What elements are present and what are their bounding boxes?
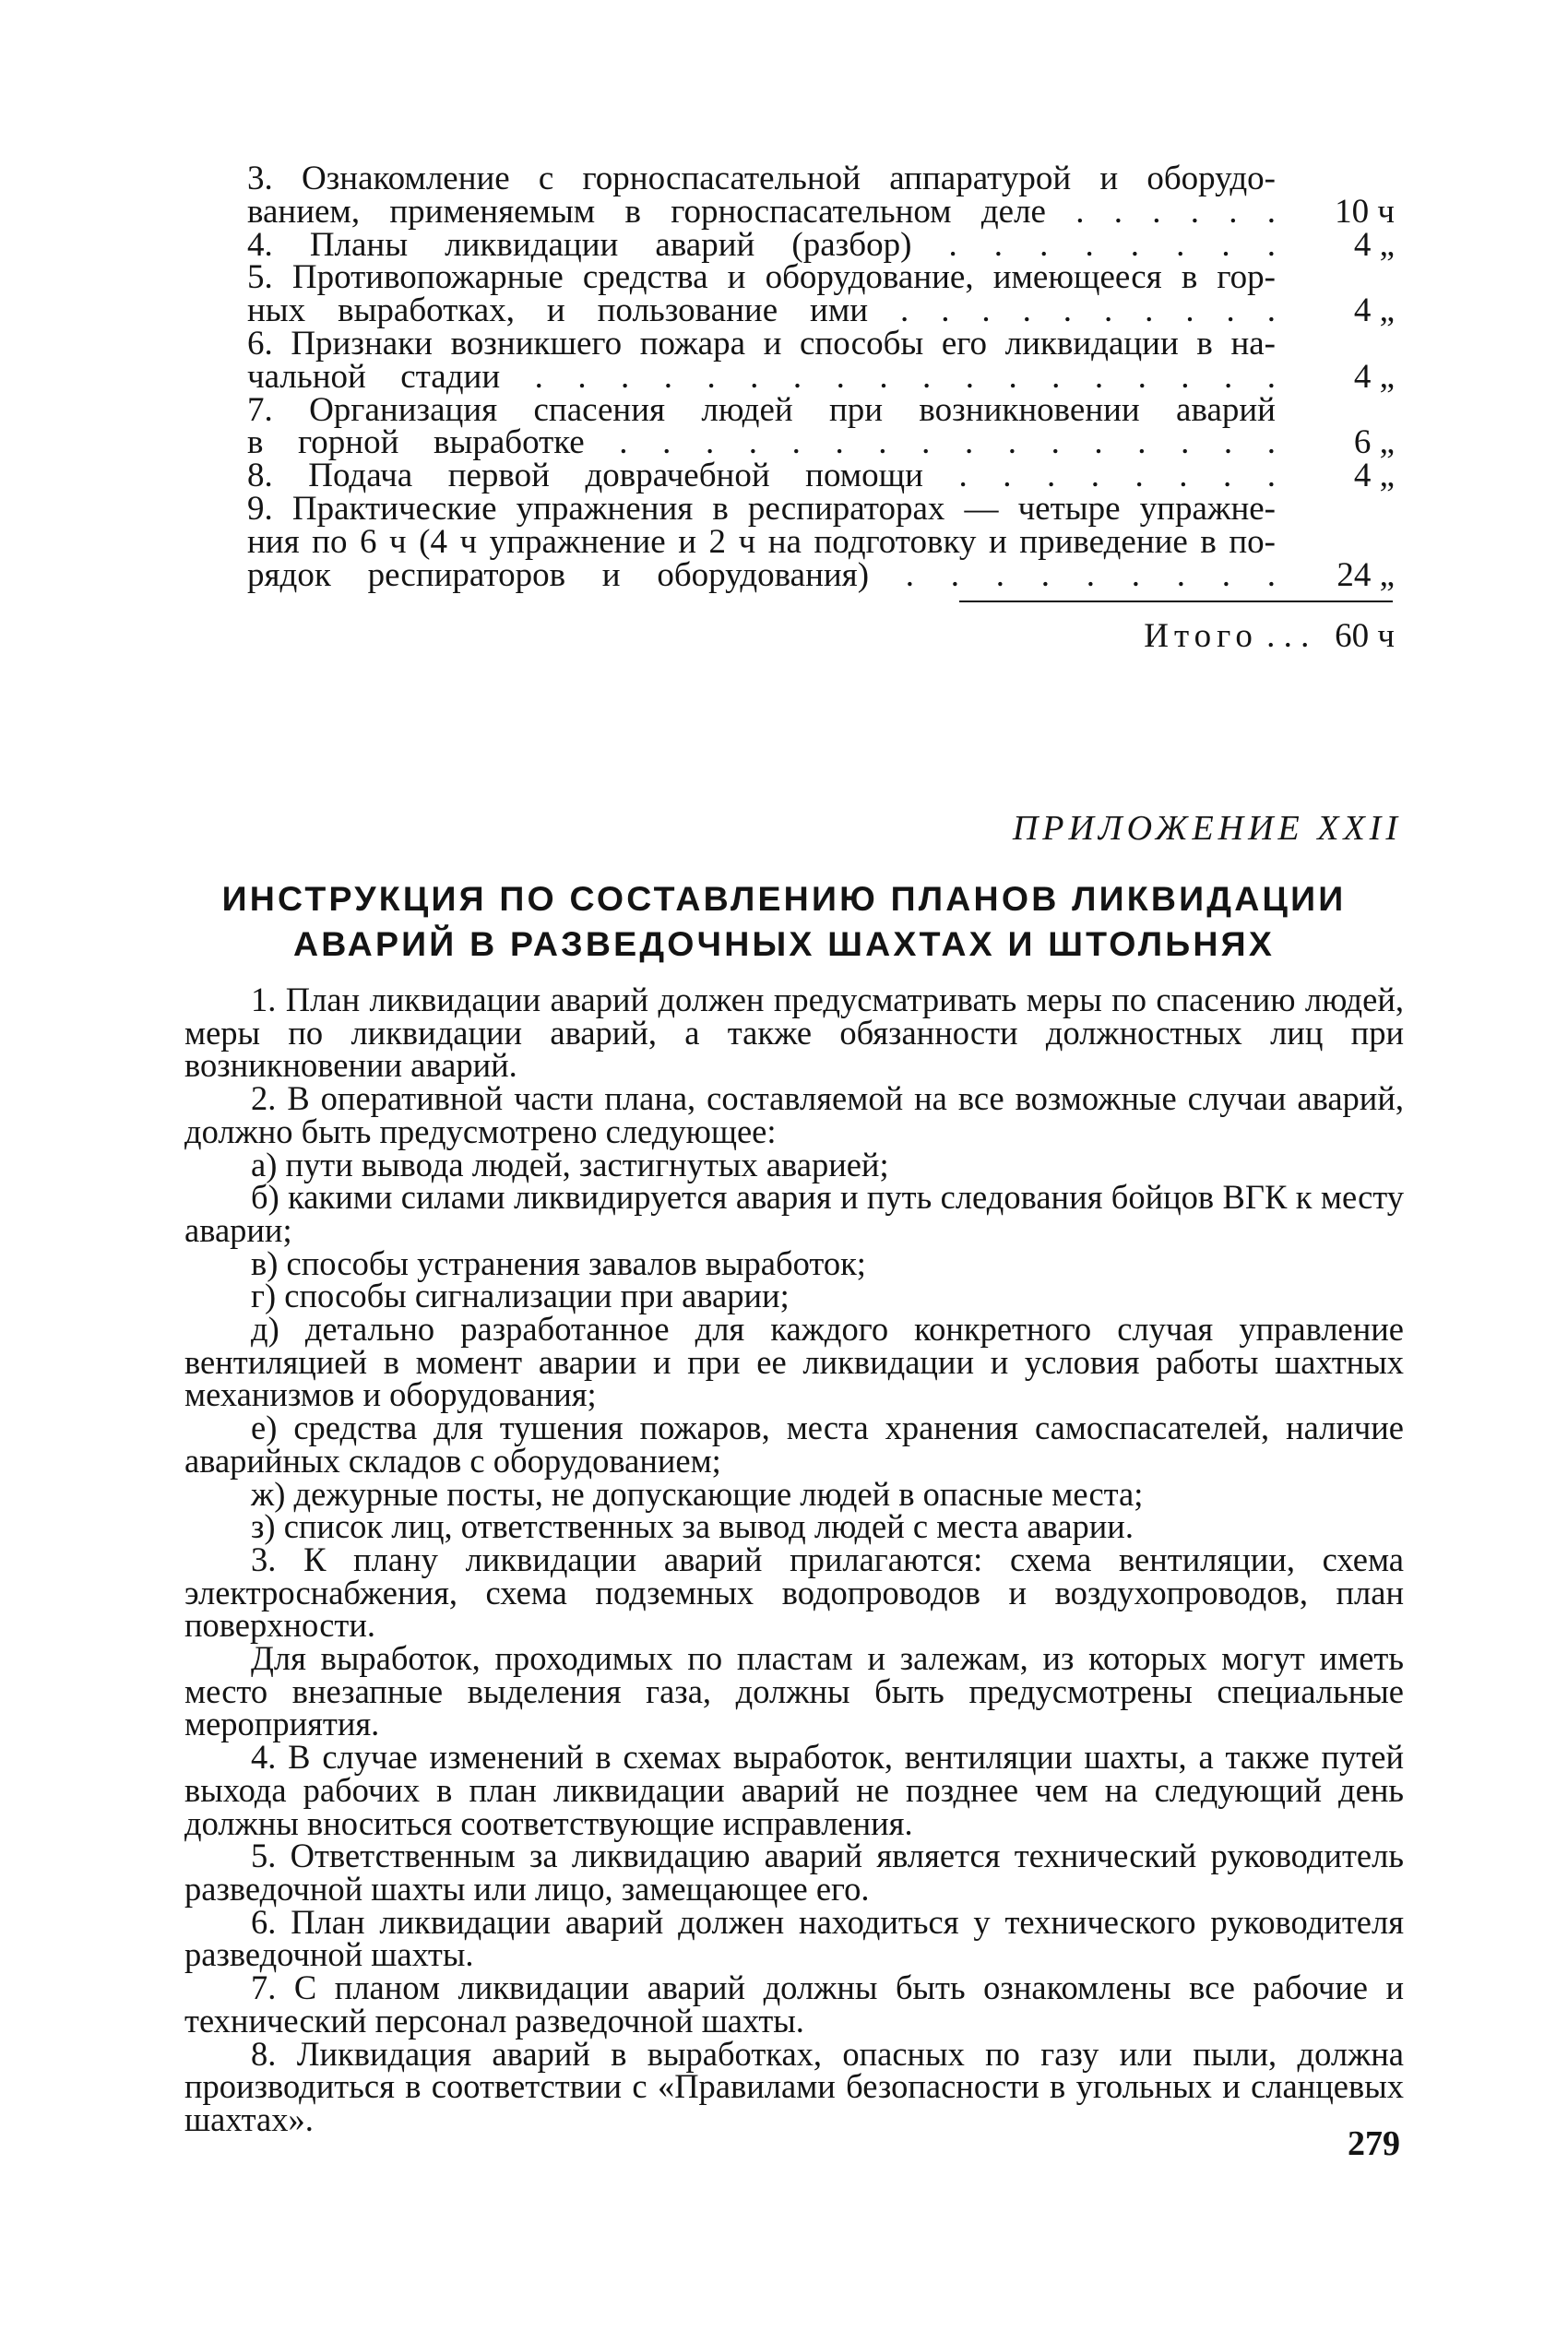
list-item: в) способы устранения завалов выработок; <box>251 1243 866 1282</box>
schedule-row <box>247 324 1395 363</box>
schedule-item-text: ния по 6 ч (4 ч упражнение и 2 ч на подготовку и приведение в по- <box>247 522 1276 561</box>
schedule-row <box>247 459 1395 493</box>
schedule-item-text: 7. Организация спасения людей при возникновении аварий <box>247 390 1276 429</box>
schedule-item-hours: 10 ч <box>1335 192 1395 231</box>
list-item: ж) дежурные посты, не допускающие людей в опасные места; <box>251 1474 1144 1513</box>
list-item: д) детально разработанное для каждого конкретного случая управление вентиляцией в момент аварии и при ее ликвидации и условия работы шахтных механизмов и оборудования; <box>184 1310 1404 1414</box>
schedule-item-text: рядок респираторов и оборудования) . . . . . . . . . <box>247 555 1276 594</box>
schedule-item-hours: 4 „ <box>1353 457 1395 495</box>
paragraph: 2. В оперативной части плана, составляемой на все возможные случаи аварий, должно быть предусмотрено следующее: <box>184 1079 1404 1150</box>
total-label: Итого <box>1144 617 1258 655</box>
appendix-label: ПРИЛОЖЕНИЕ XXII <box>1012 809 1402 848</box>
list-item: з) список лиц, ответственных за вывод людей с места аварии. <box>251 1507 1134 1546</box>
list-item: а) пути вывода людей, застигнутых аварией; <box>251 1145 889 1183</box>
schedule-item-text: 5. Противопожарные средства и оборудование, имеющееся в гор- <box>247 258 1276 297</box>
schedule-row <box>247 162 1395 196</box>
schedule-row <box>247 357 1395 396</box>
total-dots: . . . <box>1266 617 1310 655</box>
paragraph: 5. Ответственным за ликвидацию аварий является технический руководитель разведочной шахты или лицо, замещающее его. <box>184 1837 1404 1908</box>
schedule-item-text: чальной стадии . . . . . . . . . . . . . . . . . . <box>247 357 1276 396</box>
paragraph: 6. План ликвидации аварий должен находиться у технического руководителя разведочной шахты. <box>184 1902 1404 1974</box>
paragraph: 3. К плану ликвидации аварий прилагаются: схема вентиляции, схема электроснабжения, схема подземных водопроводов и воздухопроводов, план поверхности. <box>184 1540 1404 1645</box>
paragraph: 1. План ликвидации аварий должен предусматривать меры по спасению людей, меры по ликвидации аварий, а также обязанности должностных лиц при возникновении аварий. <box>184 981 1404 1085</box>
paragraph: 8. Ликвидация аварий в выработках, опасных по газу или пыли, должна производиться в соответствии с «Правилами безопасности в угольных и сланцевых шахтах». <box>184 2034 1404 2138</box>
schedule-item-text: ных выработках, и пользование ими . . . . . . . . . . <box>247 291 1276 330</box>
schedule-item-hours: 4 „ <box>1353 357 1395 396</box>
schedule-item-text: 6. Признаки возникшего пожара и способы его ликвидации в на- <box>247 324 1276 363</box>
schedule-item-text: 9. Практические упражнения в респираторах — четыре упражне- <box>247 489 1276 528</box>
schedule-row <box>247 225 1395 264</box>
schedule-item-hours: 6 „ <box>1353 423 1395 462</box>
paragraph: Для выработок, проходимых по пластам и залежам, из которых могут иметь место внезапные выделения газа, должны быть предусмотрены специальные мероприятия. <box>184 1639 1404 1743</box>
schedule-total <box>959 616 1395 656</box>
schedule-item-hours: 4 „ <box>1353 225 1395 264</box>
instruction-body <box>184 983 1404 2136</box>
page-number: 279 <box>1348 2124 1400 2163</box>
schedule-row <box>247 555 1395 594</box>
total-value: 60 ч <box>1335 617 1395 655</box>
schedule-row <box>247 423 1395 462</box>
list-item: г) способы сигнализации при аварии; <box>251 1277 790 1315</box>
list-item: е) средства для тушения пожаров, места хранения самоспасателей, наличие аварийных складов с оборудованием; <box>184 1409 1404 1480</box>
paragraph: 4. В случае изменений в схемах выработок, вентиляции шахты, а также путей выхода рабочих в план ликвидации аварий не позднее чем на следующий день должны вноситься соответствующие исправления. <box>184 1738 1404 1842</box>
instruction-title-line-2: АВАРИЙ В РАЗВЕДОЧНЫХ ШАХТАХ И ШТОЛЬНЯХ <box>292 924 1276 963</box>
list-item: б) какими силами ликвидируется авария и путь следования бойцов ВГК к месту аварии; <box>184 1178 1404 1249</box>
instruction-title <box>166 876 1402 967</box>
total-divider <box>959 601 1393 602</box>
schedule-item-text: в горной выработке . . . . . . . . . . . . . . . . <box>247 423 1276 462</box>
schedule-row <box>247 489 1395 528</box>
schedule-row <box>247 192 1395 231</box>
training-schedule <box>247 160 1395 594</box>
paragraph: 7. С планом ликвидации аварий должны быть ознакомлены все рабочие и технический персонал разведочной шахты. <box>184 1968 1404 2040</box>
schedule-row <box>247 522 1395 561</box>
schedule-row <box>247 291 1395 330</box>
schedule-row <box>247 258 1395 297</box>
schedule-item-text: ванием, применяемым в горноспасательном деле . . . . . . <box>247 192 1276 231</box>
schedule-item-hours: 24 „ <box>1336 555 1395 594</box>
schedule-item-text: 4. Планы ликвидации аварий (разбор) . . . . . . . . <box>247 225 1276 264</box>
schedule-item-text: 8. Подача первой доврачебной помощи . . . . . . . . <box>247 457 1276 495</box>
schedule-item-text: 3. Ознакомление с горноспасательной аппаратурой и оборудо- <box>247 160 1276 197</box>
instruction-title-line-1: ИНСТРУКЦИЯ ПО СОСТАВЛЕНИЮ ПЛАНОВ ЛИКВИДАЦИИ <box>221 879 1347 918</box>
schedule-row <box>247 390 1395 429</box>
schedule-item-hours: 4 „ <box>1353 291 1395 330</box>
